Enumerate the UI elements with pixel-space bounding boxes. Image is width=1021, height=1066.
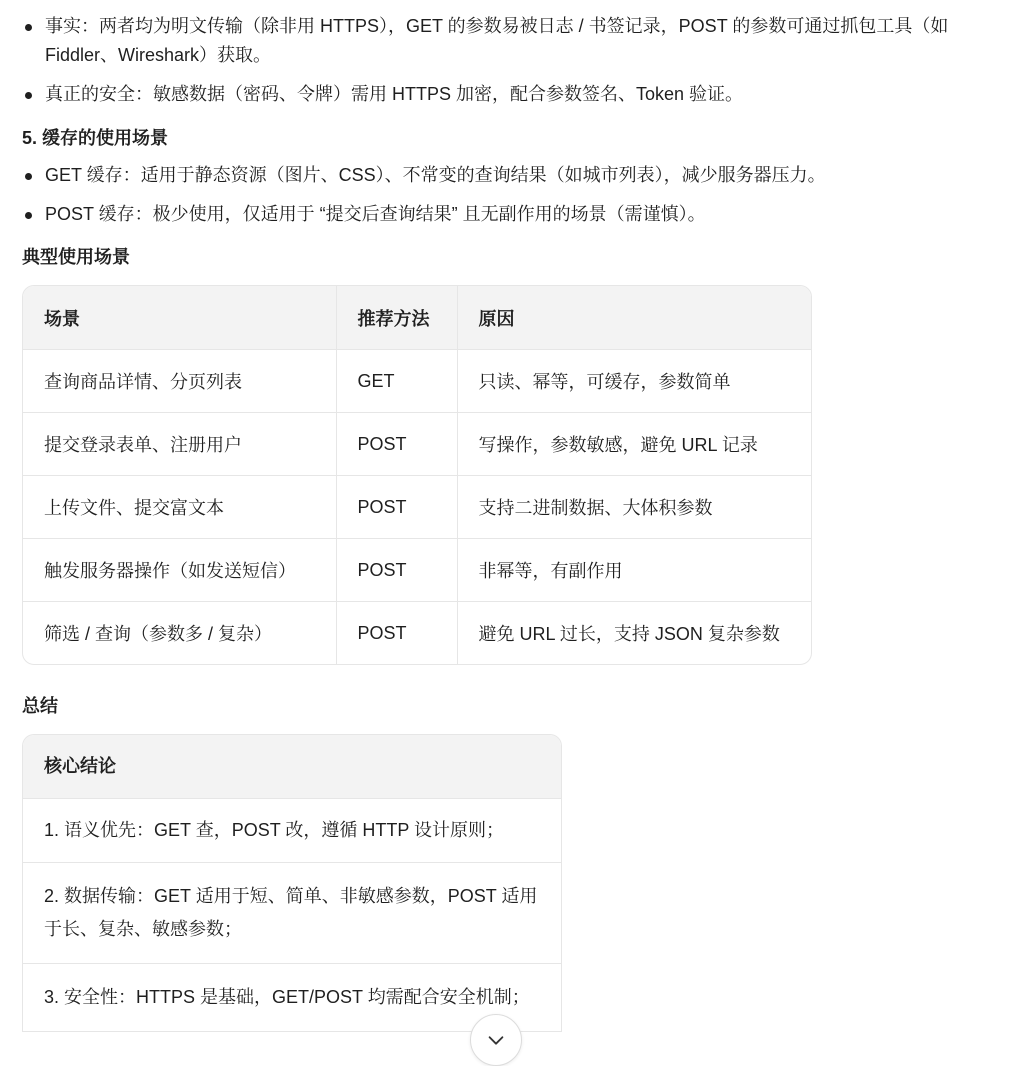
table-row [23, 476, 811, 539]
summary-row: 3. 安全性：HTTPS 是基础，GET/POST 均需配合安全机制； [23, 964, 561, 1032]
security-bullet-real: 真正的安全：敏感数据（密码、令牌）需用 HTTPS 加密，配合参数签名、Token 验证。 [22, 80, 1002, 109]
security-bullet-list [22, 12, 1002, 109]
cell-reason: 非幂等，有副作用 [457, 539, 811, 602]
summary-row: 1. 语义优先：GET 查，POST 改，遵循 HTTP 设计原则； [23, 799, 561, 863]
cell-method: GET [336, 350, 457, 413]
cell-scenario: 查询商品详情、分页列表 [23, 350, 336, 413]
cache-bullet-post: POST 缓存：极少使用，仅适用于 “提交后查询结果” 且无副作用的场景（需谨慎）。 [22, 200, 826, 229]
cell-scenario: 上传文件、提交富文本 [23, 476, 336, 539]
scroll-to-bottom-button[interactable] [470, 1014, 522, 1066]
cache-heading: 5. 缓存的使用场景 [22, 128, 169, 148]
cell-reason: 写操作，参数敏感，避免 URL 记录 [457, 413, 811, 476]
summary-table-header: 核心结论 [23, 735, 561, 799]
table-row [23, 413, 811, 476]
cell-reason: 支持二进制数据、大体积参数 [457, 476, 811, 539]
scenario-table [22, 285, 812, 665]
header-reason: 原因 [457, 286, 811, 350]
summary-row: 2. 数据传输：GET 适用于短、简单、非敏感参数，POST 适用于长、复杂、敏感参数； [23, 863, 561, 964]
cell-reason: 避免 URL 过长，支持 JSON 复杂参数 [478, 624, 780, 644]
cell-method: POST [336, 602, 457, 665]
summary-heading: 总结 [22, 696, 58, 716]
table-row [23, 539, 811, 602]
chevron-down-icon [485, 1029, 507, 1051]
cell-method: POST [336, 476, 457, 539]
cell-scenario: 提交登录表单、注册用户 [23, 413, 336, 476]
cache-bullet-get: GET 缓存：适用于静态资源（图片、CSS）、不常变的查询结果（如城市列表），减少服务器压力。 [22, 161, 826, 190]
header-scenario: 场景 [23, 286, 336, 350]
cell-scenario: 触发服务器操作（如发送短信） [23, 539, 336, 602]
summary-table [22, 734, 562, 1032]
table-row [23, 350, 811, 413]
table-header-row [23, 286, 811, 350]
cell-reason: 只读、幂等，可缓存，参数简单 [457, 350, 811, 413]
table-row [23, 602, 811, 665]
cache-bullet-list [22, 161, 826, 229]
typical-scenarios-heading: 典型使用场景 [22, 247, 130, 267]
cell-method: POST [336, 539, 457, 602]
header-method: 推荐方法 [336, 286, 457, 350]
security-bullet-fact: 事实：两者均为明文传输（除非用 HTTPS），GET 的参数易被日志 / 书签记录，POST 的参数可通过抓包工具（如 Fiddler、Wireshark）获取。 [22, 12, 1002, 70]
cell-method: POST [336, 413, 457, 476]
cell-scenario: 筛选 / 查询（参数多 / 复杂） [23, 602, 336, 665]
